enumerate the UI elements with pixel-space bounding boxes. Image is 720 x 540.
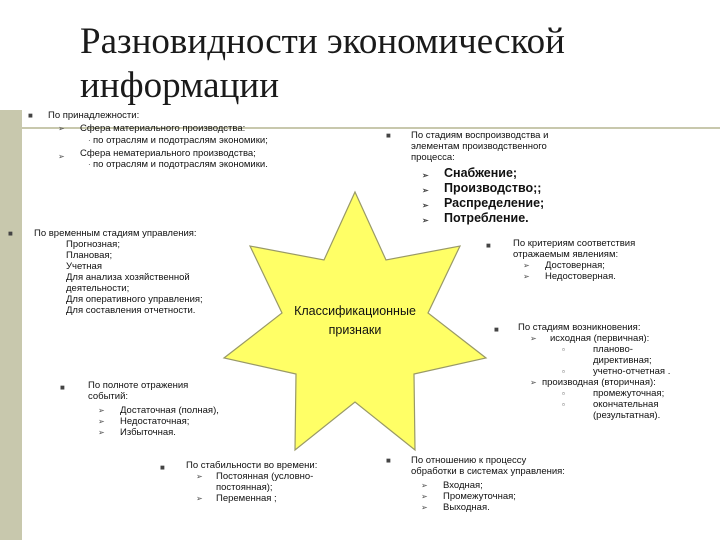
processing-item-text: Входная; [443, 480, 483, 491]
block-processing [386, 455, 565, 513]
completeness-item [98, 416, 219, 427]
title-line-1: Разновидности экономической [80, 21, 565, 62]
processing-heading-1: По отношению к процессу [411, 455, 527, 466]
arrow-bullet-icon: ➢ [523, 261, 530, 270]
arrow-bullet-icon: ➢ [422, 216, 429, 225]
correspondence-heading-2: отражаемым явлениям: [513, 249, 619, 260]
origin-item-2a [562, 388, 688, 399]
arrow-bullet-icon: ➢ [421, 503, 428, 512]
management-item: Для оперативного управления; [66, 294, 203, 305]
management-item: Для составления отчетности. [66, 305, 196, 316]
management-item: Прогнозная; [66, 239, 120, 250]
origin-heading: По стадиям возникновения: [518, 322, 641, 333]
management-item: Для анализа хозяйственной [66, 272, 190, 283]
correspondence-item-text: Недостоверная. [545, 271, 616, 282]
arrow-bullet-icon: ➢ [98, 417, 105, 426]
dot-bullet-icon: ▫ [562, 367, 565, 376]
completeness-item-text: Достаточная (полная), [120, 405, 219, 416]
ownership-item-2: Сфера нематериального производства; [80, 148, 256, 159]
square-bullet-icon: ■ [486, 241, 491, 250]
origin-item-2b-cont: (результатная). [593, 410, 661, 421]
ownership-item-1: Сфера материального производства: [80, 123, 246, 134]
center-label [280, 304, 430, 337]
reproduction-item [422, 181, 559, 196]
correspondence-heading-1: По критериям соответствия [513, 238, 636, 249]
origin-item-1a-cont: директивная; [593, 355, 652, 366]
correspondence-item [523, 271, 645, 282]
center-label-line-2: признаки [328, 323, 382, 337]
management-heading: По временным стадиям управления: [34, 228, 197, 239]
arrow-bullet-icon: ➢ [196, 472, 203, 481]
square-bullet-icon: ■ [494, 325, 499, 334]
ownership-item-2-sub-text: по отраслям и подотраслям экономики. [93, 159, 268, 170]
correspondence-item [523, 260, 645, 271]
processing-item [421, 491, 575, 502]
square-bullet-icon: ■ [28, 111, 33, 120]
completeness-heading-1: По полноте отражения [88, 380, 189, 391]
completeness-item-text: Избыточная. [120, 427, 176, 438]
arrow-bullet-icon: ➢ [421, 481, 428, 490]
dot-bullet-icon: ▫ [562, 400, 565, 409]
origin-item-1b-text: учетно-отчетная . [593, 366, 671, 377]
reproduction-item-text: Распределение; [444, 196, 545, 210]
arrow-bullet-icon: ➢ [421, 492, 428, 501]
arrow-bullet-icon: ➢ [98, 406, 105, 415]
ownership-heading: По принадлежности: [48, 110, 140, 121]
arrow-bullet-icon: ➢ [196, 494, 203, 503]
completeness-item [98, 427, 219, 438]
processing-item-text: Промежуточная; [443, 491, 516, 502]
block-correspondence [486, 238, 636, 282]
stability-item-1 [196, 471, 327, 482]
square-bullet-icon: ■ [386, 456, 391, 465]
dot-bullet-icon: ▫ [562, 345, 565, 354]
block-origin-stages [494, 322, 671, 421]
reproduction-item-text: Производство;; [444, 181, 542, 195]
origin-item-1 [530, 333, 656, 344]
arrow-bullet-icon: ➢ [98, 428, 105, 437]
arrow-bullet-icon: ➢ [58, 124, 65, 133]
origin-item-2 [530, 377, 656, 388]
stability-item-2-text: Переменная ; [216, 493, 277, 504]
processing-item [421, 502, 575, 513]
origin-item-1-text: исходная (первичная): [550, 333, 650, 344]
arrow-bullet-icon: ➢ [523, 272, 530, 281]
block-completeness [60, 380, 219, 438]
stability-item-1-text: Постоянная (условно- [216, 471, 314, 482]
reproduction-heading-1: По стадиям воспроизводства и [411, 130, 549, 141]
management-item: Плановая; [66, 250, 113, 261]
correspondence-item-text: Достоверная; [545, 260, 605, 271]
center-label-line-1: Классификационные [294, 304, 416, 318]
title-line-2: информации [80, 65, 280, 106]
origin-item-2a-text: промежуточная; [593, 388, 665, 399]
reproduction-item-text: Потребление. [444, 211, 529, 225]
dot-bullet-icon: ▫ [562, 389, 565, 398]
origin-item-1a-text: планово- [593, 344, 633, 355]
ownership-item-1-sub-text: по отраслям и подотраслям экономики; [93, 135, 268, 146]
processing-heading-2: обработки в системах управления: [411, 466, 565, 477]
reproduction-item [422, 196, 559, 211]
block-reproduction [386, 130, 549, 225]
reproduction-item-text: Снабжение; [444, 166, 518, 180]
block-management-stages [8, 228, 203, 316]
dot-bullet-icon: · [88, 136, 91, 145]
origin-item-1b [562, 366, 688, 377]
reproduction-item [422, 211, 559, 226]
square-bullet-icon: ■ [160, 463, 165, 472]
origin-item-1a [562, 344, 688, 355]
block-stability [160, 460, 318, 504]
arrow-bullet-icon: ➢ [58, 152, 65, 161]
arrow-bullet-icon: ➢ [422, 171, 429, 180]
square-bullet-icon: ■ [60, 383, 65, 392]
reproduction-heading-3: процесса: [411, 152, 455, 163]
ownership-item-1-sub [88, 135, 269, 146]
arrow-bullet-icon: ➢ [422, 186, 429, 195]
arrow-bullet-icon: ➢ [422, 201, 429, 210]
reproduction-item [422, 166, 559, 181]
completeness-item-text: Недостаточная; [120, 416, 190, 427]
processing-item [421, 480, 575, 491]
origin-item-2b [562, 399, 688, 410]
reproduction-heading-2: элементам производственного [411, 141, 547, 152]
origin-item-2-text: производная (вторичная): [542, 377, 656, 388]
management-item: деятельности; [66, 283, 130, 294]
arrow-bullet-icon: ➢ [530, 378, 537, 387]
completeness-heading-2: событий: [88, 391, 129, 402]
arrow-bullet-icon: ➢ [530, 334, 537, 343]
completeness-item [98, 405, 219, 416]
ownership-item-2-sub [88, 159, 269, 170]
square-bullet-icon: ■ [386, 131, 391, 140]
stability-item-2 [196, 493, 327, 504]
stability-item-1-cont: постоянная); [216, 482, 273, 493]
square-bullet-icon: ■ [8, 229, 13, 238]
management-item: Учетная [66, 261, 102, 272]
processing-item-text: Выходная. [443, 502, 490, 513]
origin-item-2b-text: окончательная [593, 399, 659, 410]
stability-heading: По стабильности во времени: [186, 460, 318, 471]
block-ownership [28, 110, 268, 170]
dot-bullet-icon: · [88, 160, 91, 169]
